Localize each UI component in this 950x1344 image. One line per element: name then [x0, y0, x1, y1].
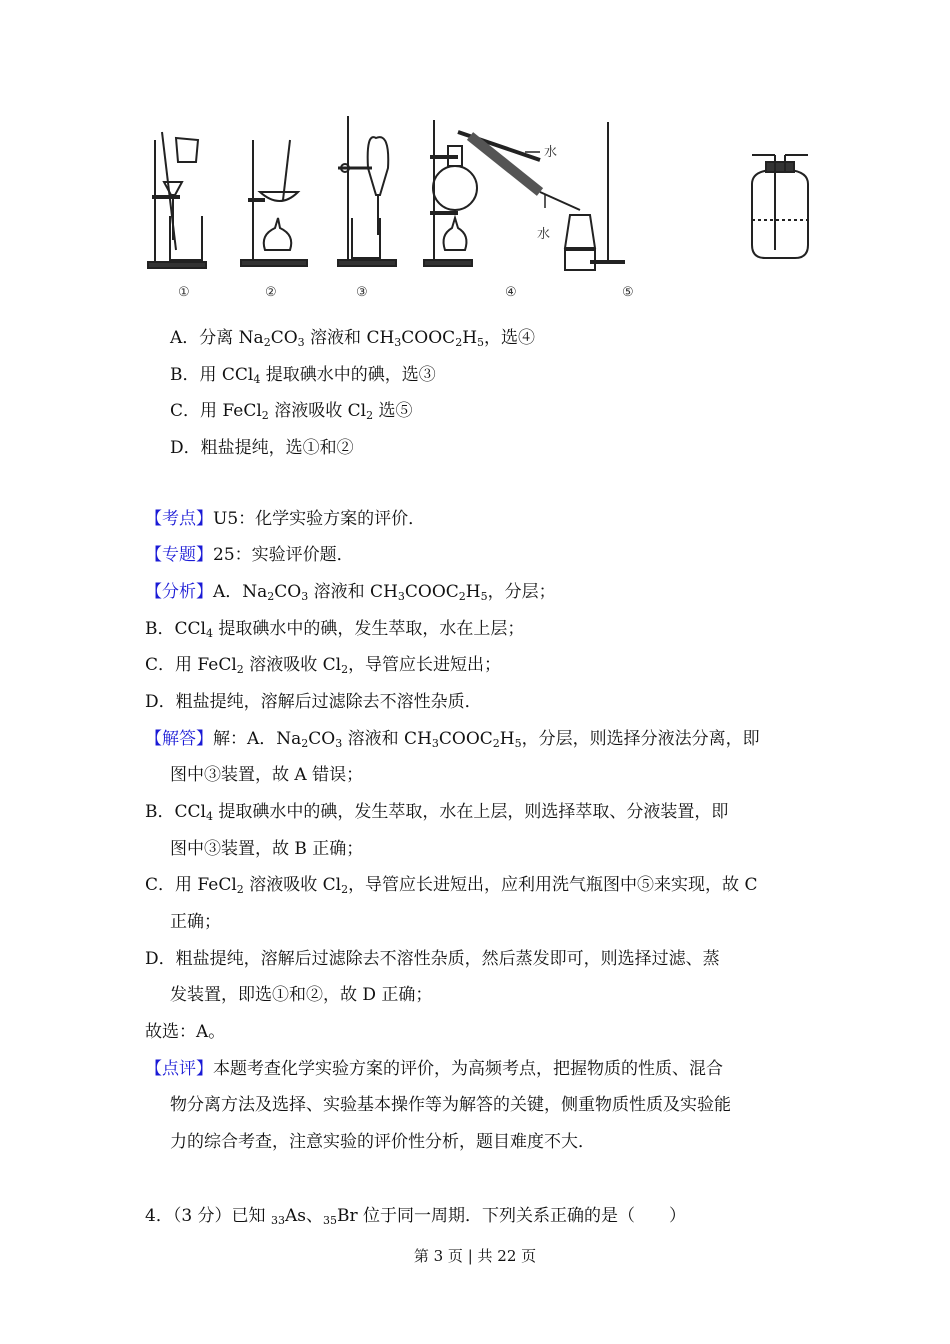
kaodian-tag: 【考点】: [145, 509, 213, 529]
apparatus-figure: [140, 110, 820, 310]
lab-apparatus-illustration: [140, 110, 820, 310]
jieda-line-d2: 发装置，即选①和②，故 D 正确；: [170, 985, 433, 1005]
jieda-line-a2: 图中③装置，故 A 错误；: [170, 765, 364, 785]
fenxi-tag: 【分析】: [145, 582, 213, 602]
jieda-line-c1: C．用 FeCl$_2$ 溶液吸收 $Cl_2$，导管应长进短出，应利用洗气瓶图中⑤来实现，故 C: [145, 875, 758, 896]
kaodian-line: 【考点】U5：化学实验方案的评价．: [145, 509, 426, 529]
jieda-line-b2: 图中③装置，故 B 正确；: [170, 839, 364, 859]
dianping-tag: 【点评】: [145, 1059, 213, 1079]
answer-line: 故选：A。: [145, 1022, 226, 1042]
jieda-line-c2: 正确；: [170, 912, 221, 932]
label-4: ④: [505, 285, 517, 300]
label-5: ⑤: [622, 285, 634, 300]
jieda-line-d1: D．粗盐提纯，溶解后过滤除去不溶性杂质，然后蒸发即可，则选择过滤、蒸: [145, 949, 720, 969]
water-out-label: 水: [544, 145, 558, 160]
option-a: A．分离 $Na_2CO_3$ 溶液和 $CH_3COOC_2H_5$，选④: [170, 328, 536, 349]
page-footer: 第 3 页 | 共 22 页: [413, 1247, 537, 1265]
fenxi-line-b: B．CCl$_4$ 提取碘水中的碘，发生萃取，水在上层；: [145, 619, 525, 640]
water-in-label: 水: [537, 227, 551, 242]
label-1: ①: [178, 285, 190, 300]
zhuanti-tag: 【专题】: [145, 545, 213, 565]
fenxi-line-a: 【分析】A．$Na_2CO_3$ 溶液和 $CH_3COOC_2H_5$，分层；: [145, 582, 556, 603]
jieda-tag: 【解答】: [145, 729, 213, 749]
question-4: 4．（3 分）已知 $_{33}$As、$_{35}$Br 位于同一周期．下列关系正确的是（ ）: [145, 1206, 686, 1227]
option-b: B．用 CCl$_4$ 提取碘水中的碘，选③: [170, 365, 436, 386]
label-3: ③: [356, 285, 368, 300]
dianping-line-2: 物分离方法及选择、实验基本操作等为解答的关键，侧重物质性质及实验能: [170, 1095, 731, 1115]
dianping-line-1: 【点评】本题考查化学实验方案的评价，为高频考点，把握物质的性质、混合: [145, 1059, 723, 1079]
option-d: D．粗盐提纯，选①和②: [170, 438, 354, 458]
fenxi-line-d: D．粗盐提纯，溶解后过滤除去不溶性杂质．: [145, 692, 482, 712]
jieda-line-b1: B．CCl$_4$ 提取碘水中的碘，发生萃取，水在上层，则选择萃取、分液装置，即: [145, 802, 729, 823]
fenxi-line-c: C．用 FeCl$_2$ 溶液吸收 $Cl_2$，导管应长进短出；: [145, 655, 502, 676]
option-c: C．用 FeCl$_2$ 溶液吸收 $Cl_2$ 选⑤: [170, 401, 413, 422]
zhuanti-line: 【专题】25：实验评价题．: [145, 545, 354, 565]
dianping-line-3: 力的综合考查，注意实验的评价性分析，题目难度不大．: [170, 1132, 595, 1152]
label-2: ②: [265, 285, 277, 300]
jieda-line-a1: 【解答】解：A．$Na_2CO_3$ 溶液和 $CH_3COOC_2H_5$，分层，则选择分液法分离，即: [145, 729, 760, 750]
